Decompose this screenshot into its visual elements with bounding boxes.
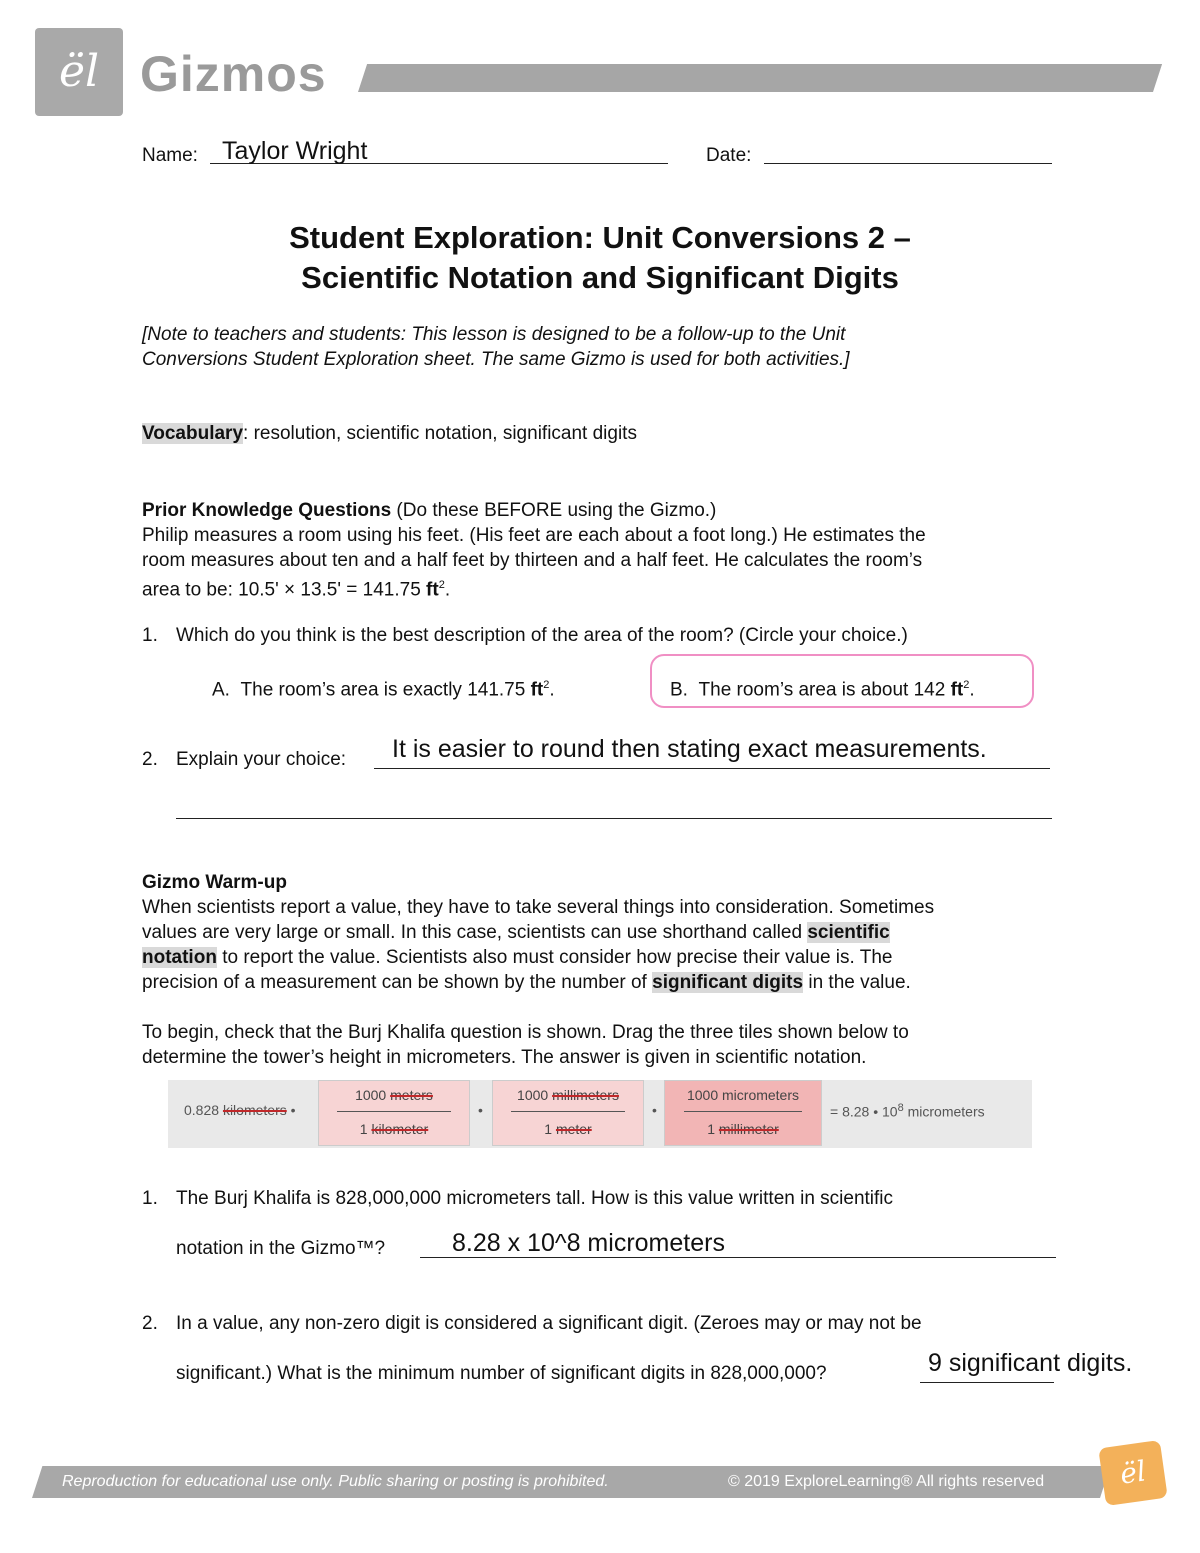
area-unit: ft [426,579,439,601]
prior-q1-number: 1. [142,625,158,646]
start-number: 0.828 [184,1102,223,1118]
tile2-bot-num: 1 [544,1121,556,1137]
footer-notice: Reproduction for educational use only. Public sharing or posting is prohibited. [62,1473,609,1490]
date-field[interactable] [764,163,1052,164]
prior-para-line3 [142,573,450,602]
tile2-denominator [493,1121,643,1137]
prior-heading: Prior Knowledge Questions [142,500,392,521]
tile3-fraction-bar [684,1111,803,1112]
tile1-bot-unit: kilometer [371,1121,429,1137]
prior-q2-number: 2. [142,749,158,770]
tile3-denominator [665,1121,821,1137]
warmup-p1-line4-text: precision of a measurement can be shown by the number of [142,972,653,993]
option-a[interactable] [212,673,555,702]
tile1-top-num: 1000 [355,1087,391,1103]
tile1-denominator [319,1121,469,1137]
option-b-period: . [969,679,975,701]
tile-meters-per-kilometer[interactable] [318,1080,470,1146]
warmup-p1-line2 [142,920,890,945]
vocabulary-colon: : [243,423,249,444]
option-a-letter: A. [212,679,230,701]
warmup-p1-line1: When scientists report a value, they have to take several things into consideration. Sometimes [142,897,935,918]
name-label: Name: [142,145,198,166]
choice-circle-annotation [650,654,1034,708]
conversion-tiles-figure [168,1080,1032,1148]
dot-3: • [652,1102,657,1118]
header-decor-bar [358,64,1162,92]
tile2-fraction-bar [511,1111,625,1112]
prior-para-line1: Philip measures a room using his feet. (His feet are each about a foot long.) He estimates the [142,525,926,546]
prior-heading-row [142,498,716,523]
prior-q1-text: Which do you think is the best description of the area of the room? (Circle your choice.) [176,625,908,646]
prior-q2-text: Explain your choice: [176,749,347,770]
warmup-p1-line4 [142,970,911,995]
page-title-line2: Scientific Notation and Significant Digits [301,260,899,295]
term-notation: notation [142,947,217,968]
warmup-q1-number: 1. [142,1188,158,1209]
option-b-letter: B. [670,679,688,701]
result-exponent: 8 [897,1102,904,1114]
footer-logo-icon: ël [1098,1440,1167,1506]
explain-line-1 [374,768,1050,769]
q2-answer-line [920,1382,1054,1383]
note-line2: Conversions Student Exploration sheet. The same Gizmo is used for both activities.] [142,349,850,370]
warmup-q1-line1: The Burj Khalifa is 828,000,000 micrometers tall. How is this value written in scientific [176,1188,894,1209]
vocabulary-label: Vocabulary [142,423,244,444]
q2-answer[interactable]: 9 significant digits. [928,1349,1133,1377]
warmup-q2-number: 2. [142,1313,158,1334]
vocabulary-row [142,421,637,446]
page-title-line1: Student Exploration: Unit Conversions 2 – [289,220,911,255]
warmup-q1-line2: notation in the Gizmo™? [176,1238,386,1259]
tile3-bot-num: 1 [707,1121,719,1137]
tile1-bot-num: 1 [359,1121,372,1137]
tile3-numerator: 1000 micrometers [686,1087,800,1103]
prior-para-line2: room measures about ten and a half feet by thirteen and a half feet. He calculates the room’s [142,550,923,571]
tile2-top-unit: millimeters [552,1087,619,1103]
name-field[interactable]: Taylor Wright [222,137,368,165]
option-a-period: . [549,679,555,701]
start-value [184,1102,296,1118]
option-a-unit-sup: 2 [543,679,550,691]
prior-heading-note: (Do these BEFORE using the Gizmo.) [391,500,717,521]
dot-2: • [478,1102,483,1118]
tile2-bot-unit: meter [555,1121,592,1137]
date-label: Date: [706,145,752,166]
tile2-top-num: 1000 [517,1087,553,1103]
option-b-unit: ft [950,679,964,701]
area-unit-sup: 2 [438,579,445,591]
footer-copyright: © 2019 ExploreLearning® All rights reserved [728,1473,1045,1490]
warmup-p1-line3 [142,945,892,970]
area-period: . [444,579,451,601]
term-scientific: scientific [807,922,890,943]
warmup-p1-line2-text: values are very large or small. In this case, scientists can use shorthand called [142,922,808,943]
tile-micrometers-per-millimeter[interactable] [664,1080,822,1146]
tile1-numerator [319,1087,469,1103]
result-unit: micrometers [903,1103,985,1120]
explain-line-2[interactable] [176,818,1052,819]
warmup-p1-line3-text: to report the value. Scientists also must consider how precise their value is. The [216,947,893,968]
term-significant-digits: significant digits [652,972,804,993]
vocabulary-terms: resolution, scientific notation, significant digits [248,423,637,444]
dot-1: • [290,1102,296,1118]
explorelearning-logo-icon: ël [58,46,100,97]
option-b-text: The room’s area is about 142 [698,679,951,701]
tile1-top-unit: meters [390,1087,433,1103]
note-line1: [Note to teachers and students: This lesson is designed to be a follow-up to the Unit [142,324,846,345]
start-unit: kilometers [222,1102,287,1118]
tile2-numerator [493,1087,643,1103]
warmup-p2-line1: To begin, check that the Burj Khalifa question is shown. Drag the three tiles shown below to [142,1022,909,1043]
tile1-fraction-bar [337,1111,451,1112]
option-a-unit: ft [530,679,544,701]
brand-title: Gizmos [140,46,327,102]
q1-answer[interactable]: 8.28 x 10^8 micrometers [452,1229,725,1257]
tile3-bot-unit: millimeter [718,1121,779,1137]
explain-answer[interactable]: It is easier to round then stating exact measurements. [392,735,987,763]
tile-millimeters-per-meter[interactable] [492,1080,644,1146]
option-a-text: The room’s area is exactly 141.75 [240,679,531,701]
warmup-p1-line4-end: in the value. [803,972,911,993]
warmup-p2-line2: determine the tower’s height in micrometers. The answer is given in scientific notation. [142,1047,867,1068]
option-b-unit-sup: 2 [963,679,970,691]
tiles-result [830,1102,985,1120]
warmup-q2-line1: In a value, any non-zero digit is considered a significant digit. (Zeroes may or may not be [176,1313,922,1334]
area-equation: area to be: 10.5' × 13.5' = 141.75 [142,579,427,601]
warmup-heading: Gizmo Warm-up [142,872,287,893]
result-prefix: = 8.28 • 10 [830,1103,898,1120]
warmup-q2-line2: significant.) What is the minimum number of significant digits in 828,000,000? [176,1363,827,1384]
